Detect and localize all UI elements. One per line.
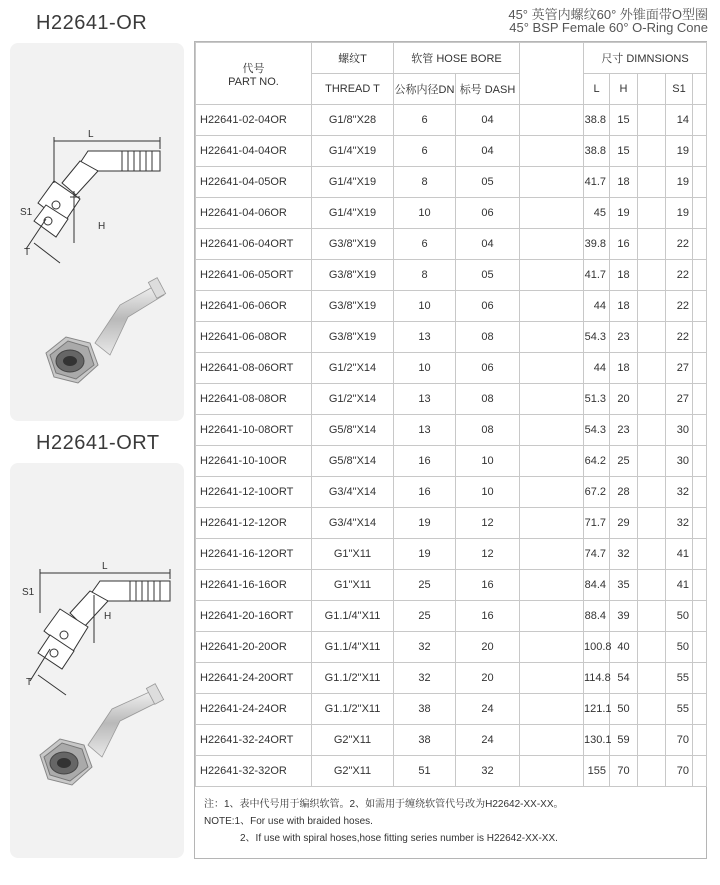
table-row bbox=[196, 508, 707, 539]
cell-dash: 24 bbox=[456, 725, 520, 756]
cell-blank bbox=[520, 322, 584, 353]
cell-part-no: H22641-12-12OR bbox=[196, 508, 312, 539]
cell-s1: 14 bbox=[666, 105, 693, 136]
cell-dn: 13 bbox=[394, 384, 456, 415]
cell-thread: G3/8"X19 bbox=[312, 229, 394, 260]
cell-s1: 41 bbox=[666, 539, 693, 570]
table-row bbox=[196, 539, 707, 570]
fitting-or-image-panel bbox=[10, 43, 184, 421]
spec-table-container bbox=[194, 41, 707, 859]
cell-h: 15 bbox=[610, 136, 638, 167]
fitting-or-photo bbox=[46, 278, 166, 383]
cell-thread: G3/8"X19 bbox=[312, 291, 394, 322]
cell-s1: 27 bbox=[666, 353, 693, 384]
cell-part-no: H22641-32-24ORT bbox=[196, 725, 312, 756]
cell-h: 23 bbox=[610, 322, 638, 353]
cell-h: 15 bbox=[610, 105, 638, 136]
cell-l: 114.8 bbox=[584, 663, 610, 694]
cell-blank bbox=[638, 105, 666, 136]
cell-s1: 32 bbox=[666, 508, 693, 539]
cell-s1: 50 bbox=[666, 601, 693, 632]
cell-h: 54 bbox=[610, 663, 638, 694]
cell-blank bbox=[693, 415, 707, 446]
cell-blank bbox=[520, 353, 584, 384]
col-l: L bbox=[584, 74, 610, 105]
cell-h: 18 bbox=[610, 291, 638, 322]
note-en1: NOTE:1、For use with braided hoses. bbox=[204, 816, 373, 827]
col-part-en: PART NO. bbox=[228, 75, 279, 88]
cell-blank bbox=[520, 539, 584, 570]
cell-dash: 10 bbox=[456, 477, 520, 508]
cell-dn: 10 bbox=[394, 291, 456, 322]
cell-blank bbox=[520, 105, 584, 136]
cell-part-no: H22641-32-32OR bbox=[196, 756, 312, 787]
cell-h: 50 bbox=[610, 694, 638, 725]
cell-h: 59 bbox=[610, 725, 638, 756]
cell-blank bbox=[638, 477, 666, 508]
cell-h: 19 bbox=[610, 198, 638, 229]
cell-thread: G1/4"X19 bbox=[312, 136, 394, 167]
cell-blank bbox=[520, 601, 584, 632]
cell-dn: 10 bbox=[394, 353, 456, 384]
table-row bbox=[196, 105, 707, 136]
cell-blank bbox=[638, 353, 666, 384]
col-h: H bbox=[610, 74, 638, 105]
table-row bbox=[196, 632, 707, 663]
cell-dash: 12 bbox=[456, 508, 520, 539]
cell-l: 45 bbox=[584, 198, 610, 229]
table-row bbox=[196, 291, 707, 322]
cell-part-no: H22641-06-04ORT bbox=[196, 229, 312, 260]
cell-thread: G1.1/4"X11 bbox=[312, 601, 394, 632]
cell-dash: 04 bbox=[456, 229, 520, 260]
cell-s1: 70 bbox=[666, 725, 693, 756]
col-blank2 bbox=[638, 74, 666, 105]
cell-blank bbox=[693, 694, 707, 725]
cell-thread: G1.1/2"X11 bbox=[312, 694, 394, 725]
cell-dn: 6 bbox=[394, 105, 456, 136]
cell-l: 155 bbox=[584, 756, 610, 787]
cell-blank bbox=[638, 384, 666, 415]
cell-thread: G1.1/2"X11 bbox=[312, 663, 394, 694]
cell-dn: 38 bbox=[394, 725, 456, 756]
cell-dn: 6 bbox=[394, 229, 456, 260]
label-h-2: H bbox=[104, 611, 112, 622]
cell-part-no: H22641-24-20ORT bbox=[196, 663, 312, 694]
table-row bbox=[196, 601, 707, 632]
cell-blank bbox=[693, 663, 707, 694]
title-ort: H22641-ORT bbox=[36, 432, 160, 454]
cell-h: 40 bbox=[610, 632, 638, 663]
cell-part-no: H22641-16-12ORT bbox=[196, 539, 312, 570]
cell-part-no: H22641-08-08OR bbox=[196, 384, 312, 415]
cell-l: 88.4 bbox=[584, 601, 610, 632]
table-row bbox=[196, 353, 707, 384]
cell-part-no: H22641-12-10ORT bbox=[196, 477, 312, 508]
cell-dn: 6 bbox=[394, 136, 456, 167]
cell-thread: G3/8"X19 bbox=[312, 260, 394, 291]
cell-thread: G1"X11 bbox=[312, 570, 394, 601]
cell-thread: G1/2"X14 bbox=[312, 353, 394, 384]
cell-blank bbox=[693, 384, 707, 415]
cell-blank bbox=[638, 198, 666, 229]
spec-table-body bbox=[196, 105, 707, 787]
cell-dash: 06 bbox=[456, 353, 520, 384]
cell-s1: 70 bbox=[666, 756, 693, 787]
table-row bbox=[196, 477, 707, 508]
cell-blank bbox=[638, 446, 666, 477]
cell-part-no: H22641-10-10OR bbox=[196, 446, 312, 477]
cell-part-no: H22641-20-16ORT bbox=[196, 601, 312, 632]
cell-h: 18 bbox=[610, 353, 638, 384]
cell-blank bbox=[638, 570, 666, 601]
cell-blank bbox=[693, 291, 707, 322]
cell-h: 35 bbox=[610, 570, 638, 601]
cell-blank bbox=[693, 446, 707, 477]
cell-part-no: H22641-04-05OR bbox=[196, 167, 312, 198]
cell-h: 39 bbox=[610, 601, 638, 632]
cell-l: 100.8 bbox=[584, 632, 610, 663]
cell-dash: 12 bbox=[456, 539, 520, 570]
cell-l: 51.3 bbox=[584, 384, 610, 415]
table-row bbox=[196, 725, 707, 756]
cell-blank bbox=[520, 570, 584, 601]
cell-blank bbox=[638, 539, 666, 570]
col-dn: 公称内径DN bbox=[394, 74, 456, 105]
table-row bbox=[196, 415, 707, 446]
cell-blank bbox=[693, 508, 707, 539]
cell-l: 54.3 bbox=[584, 415, 610, 446]
cell-l: 38.8 bbox=[584, 105, 610, 136]
table-row bbox=[196, 322, 707, 353]
cell-dash: 32 bbox=[456, 756, 520, 787]
cell-dash: 05 bbox=[456, 167, 520, 198]
cell-blank bbox=[520, 229, 584, 260]
cell-blank bbox=[638, 322, 666, 353]
cell-blank bbox=[693, 725, 707, 756]
cell-blank bbox=[638, 415, 666, 446]
col-part-no bbox=[196, 43, 312, 105]
cell-blank bbox=[520, 198, 584, 229]
cell-blank bbox=[693, 756, 707, 787]
cell-s1: 22 bbox=[666, 229, 693, 260]
cell-h: 28 bbox=[610, 477, 638, 508]
label-l-2: L bbox=[102, 561, 108, 572]
label-h: H bbox=[98, 221, 106, 232]
cell-l: 41.7 bbox=[584, 167, 610, 198]
cell-thread: G3/4"X14 bbox=[312, 508, 394, 539]
cell-dash: 24 bbox=[456, 694, 520, 725]
cell-thread: G3/8"X19 bbox=[312, 322, 394, 353]
cell-l: 54.3 bbox=[584, 322, 610, 353]
cell-part-no: H22641-16-16OR bbox=[196, 570, 312, 601]
cell-s1: 22 bbox=[666, 260, 693, 291]
fitting-ort-drawing bbox=[10, 463, 184, 858]
cell-thread: G2"X11 bbox=[312, 725, 394, 756]
cell-dn: 19 bbox=[394, 539, 456, 570]
cell-dn: 10 bbox=[394, 198, 456, 229]
cell-h: 32 bbox=[610, 539, 638, 570]
cell-dash: 20 bbox=[456, 632, 520, 663]
label-s1: S1 bbox=[20, 207, 33, 218]
cell-s1: 19 bbox=[666, 198, 693, 229]
col-dash: 标号 DASH bbox=[456, 74, 520, 105]
cell-dash: 10 bbox=[456, 446, 520, 477]
cell-s1: 22 bbox=[666, 291, 693, 322]
cell-thread: G1.1/4"X11 bbox=[312, 632, 394, 663]
cell-blank bbox=[638, 694, 666, 725]
cell-h: 18 bbox=[610, 260, 638, 291]
cell-dash: 06 bbox=[456, 291, 520, 322]
cell-s1: 55 bbox=[666, 694, 693, 725]
cell-blank bbox=[638, 291, 666, 322]
cell-blank bbox=[693, 136, 707, 167]
cell-blank bbox=[693, 322, 707, 353]
cell-part-no: H22641-24-24OR bbox=[196, 694, 312, 725]
cell-blank bbox=[520, 384, 584, 415]
cell-l: 64.2 bbox=[584, 446, 610, 477]
cell-blank bbox=[520, 136, 584, 167]
cell-thread: G2"X11 bbox=[312, 756, 394, 787]
table-row bbox=[196, 663, 707, 694]
cell-blank bbox=[638, 508, 666, 539]
cell-dn: 8 bbox=[394, 260, 456, 291]
label-t-2: T bbox=[26, 677, 33, 688]
table-row bbox=[196, 756, 707, 787]
label-s1-2: S1 bbox=[22, 587, 35, 598]
cell-s1: 27 bbox=[666, 384, 693, 415]
table-row bbox=[196, 198, 707, 229]
cell-dash: 16 bbox=[456, 601, 520, 632]
col-s1: S1 bbox=[666, 74, 693, 105]
table-row bbox=[196, 167, 707, 198]
cell-s1: 19 bbox=[666, 167, 693, 198]
cell-l: 121.1 bbox=[584, 694, 610, 725]
cell-l: 44 bbox=[584, 291, 610, 322]
cell-blank bbox=[638, 167, 666, 198]
col-dims: 尺寸 DIMNSIONS bbox=[584, 43, 707, 74]
cell-blank bbox=[520, 508, 584, 539]
cell-thread: G3/4"X14 bbox=[312, 477, 394, 508]
table-row bbox=[196, 260, 707, 291]
cell-blank bbox=[520, 167, 584, 198]
cell-s1: 30 bbox=[666, 415, 693, 446]
cell-blank bbox=[693, 198, 707, 229]
cell-s1: 22 bbox=[666, 322, 693, 353]
cell-blank bbox=[520, 756, 584, 787]
cell-h: 29 bbox=[610, 508, 638, 539]
cell-dn: 51 bbox=[394, 756, 456, 787]
cell-dash: 08 bbox=[456, 415, 520, 446]
cell-thread: G1/2"X14 bbox=[312, 384, 394, 415]
cell-thread: G5/8"X14 bbox=[312, 415, 394, 446]
cell-blank bbox=[693, 477, 707, 508]
fitting-ort-image-panel bbox=[10, 463, 184, 858]
cell-thread: G1/8"X28 bbox=[312, 105, 394, 136]
cell-blank bbox=[520, 291, 584, 322]
cell-l: 44 bbox=[584, 353, 610, 384]
cell-dn: 16 bbox=[394, 446, 456, 477]
cell-blank bbox=[638, 663, 666, 694]
cell-part-no: H22641-08-06ORT bbox=[196, 353, 312, 384]
cell-dn: 38 bbox=[394, 694, 456, 725]
cell-blank bbox=[638, 136, 666, 167]
cell-part-no: H22641-06-06OR bbox=[196, 291, 312, 322]
col-part-cn: 代号 bbox=[242, 62, 265, 75]
cell-dash: 04 bbox=[456, 136, 520, 167]
table-row bbox=[196, 384, 707, 415]
label-t: T bbox=[24, 247, 31, 258]
cell-part-no: H22641-06-05ORT bbox=[196, 260, 312, 291]
cell-blank bbox=[638, 260, 666, 291]
cell-l: 67.2 bbox=[584, 477, 610, 508]
cell-blank bbox=[638, 229, 666, 260]
cell-dn: 19 bbox=[394, 508, 456, 539]
cell-blank bbox=[693, 260, 707, 291]
cell-h: 23 bbox=[610, 415, 638, 446]
cell-s1: 50 bbox=[666, 632, 693, 663]
cell-blank bbox=[520, 260, 584, 291]
cell-dash: 05 bbox=[456, 260, 520, 291]
cell-blank bbox=[638, 725, 666, 756]
cell-part-no: H22641-06-08OR bbox=[196, 322, 312, 353]
cell-dn: 32 bbox=[394, 663, 456, 694]
cell-thread: G1/4"X19 bbox=[312, 198, 394, 229]
cell-blank bbox=[638, 601, 666, 632]
table-row bbox=[196, 229, 707, 260]
cell-s1: 19 bbox=[666, 136, 693, 167]
cell-dash: 20 bbox=[456, 663, 520, 694]
cell-part-no: H22641-04-04OR bbox=[196, 136, 312, 167]
label-l: L bbox=[88, 129, 94, 140]
cell-dn: 25 bbox=[394, 601, 456, 632]
cell-blank bbox=[520, 477, 584, 508]
cell-l: 41.7 bbox=[584, 260, 610, 291]
cell-blank bbox=[520, 694, 584, 725]
cell-blank bbox=[520, 415, 584, 446]
cell-blank bbox=[693, 167, 707, 198]
col-hose-bore: 软管 HOSE BORE bbox=[394, 43, 520, 74]
cell-blank bbox=[693, 539, 707, 570]
cell-dn: 16 bbox=[394, 477, 456, 508]
cell-blank bbox=[520, 632, 584, 663]
cell-dash: 16 bbox=[456, 570, 520, 601]
cell-blank bbox=[693, 632, 707, 663]
cell-dash: 06 bbox=[456, 198, 520, 229]
col-thread-cn: 螺纹T bbox=[312, 43, 394, 74]
cell-part-no: H22641-02-04OR bbox=[196, 105, 312, 136]
cell-blank bbox=[693, 570, 707, 601]
cell-blank bbox=[693, 105, 707, 136]
note-cn: 注：1、表中代号用于编织软管。2、如需用于缠绕软管代号改为H22642-XX-XX。 bbox=[204, 799, 564, 810]
col-thread-en: THREAD T bbox=[312, 74, 394, 105]
cell-thread: G5/8"X14 bbox=[312, 446, 394, 477]
cell-blank bbox=[638, 632, 666, 663]
cell-thread: G1/4"X19 bbox=[312, 167, 394, 198]
note-en2: 2、If use with spiral hoses,hose fitting series number is H22642-XX-XX. bbox=[240, 833, 558, 844]
cell-part-no: H22641-10-08ORT bbox=[196, 415, 312, 446]
cell-h: 20 bbox=[610, 384, 638, 415]
table-row bbox=[196, 570, 707, 601]
cell-part-no: H22641-20-20OR bbox=[196, 632, 312, 663]
cell-l: 84.4 bbox=[584, 570, 610, 601]
col-blank bbox=[520, 43, 584, 105]
cell-l: 39.8 bbox=[584, 229, 610, 260]
cell-dn: 32 bbox=[394, 632, 456, 663]
cell-blank bbox=[693, 601, 707, 632]
col-blank3 bbox=[693, 74, 707, 105]
cell-h: 70 bbox=[610, 756, 638, 787]
cell-s1: 55 bbox=[666, 663, 693, 694]
cell-dn: 8 bbox=[394, 167, 456, 198]
spec-table bbox=[195, 42, 707, 787]
cell-blank bbox=[638, 756, 666, 787]
cell-s1: 41 bbox=[666, 570, 693, 601]
table-row bbox=[196, 446, 707, 477]
cell-s1: 30 bbox=[666, 446, 693, 477]
fitting-or-drawing bbox=[10, 43, 184, 421]
table-row bbox=[196, 694, 707, 725]
cell-dash: 08 bbox=[456, 384, 520, 415]
cell-l: 71.7 bbox=[584, 508, 610, 539]
cell-h: 16 bbox=[610, 229, 638, 260]
cell-dash: 08 bbox=[456, 322, 520, 353]
cell-dn: 13 bbox=[394, 322, 456, 353]
cell-dash: 04 bbox=[456, 105, 520, 136]
cell-thread: G1"X11 bbox=[312, 539, 394, 570]
header-cn: 45° 英管内螺纹60° 外锥面带O型圈 bbox=[508, 7, 708, 22]
cell-blank bbox=[520, 663, 584, 694]
cell-l: 38.8 bbox=[584, 136, 610, 167]
table-row bbox=[196, 136, 707, 167]
cell-blank bbox=[520, 725, 584, 756]
cell-blank bbox=[693, 353, 707, 384]
header-en: 45° BSP Female 60° O-Ring Cone bbox=[509, 20, 708, 35]
cell-l: 130.1 bbox=[584, 725, 610, 756]
title-or: H22641-OR bbox=[36, 12, 148, 34]
cell-h: 25 bbox=[610, 446, 638, 477]
cell-dn: 13 bbox=[394, 415, 456, 446]
cell-part-no: H22641-04-06OR bbox=[196, 198, 312, 229]
cell-blank bbox=[693, 229, 707, 260]
cell-l: 74.7 bbox=[584, 539, 610, 570]
fitting-ort-photo bbox=[40, 684, 164, 785]
cell-s1: 32 bbox=[666, 477, 693, 508]
cell-blank bbox=[520, 446, 584, 477]
cell-h: 18 bbox=[610, 167, 638, 198]
cell-dn: 25 bbox=[394, 570, 456, 601]
